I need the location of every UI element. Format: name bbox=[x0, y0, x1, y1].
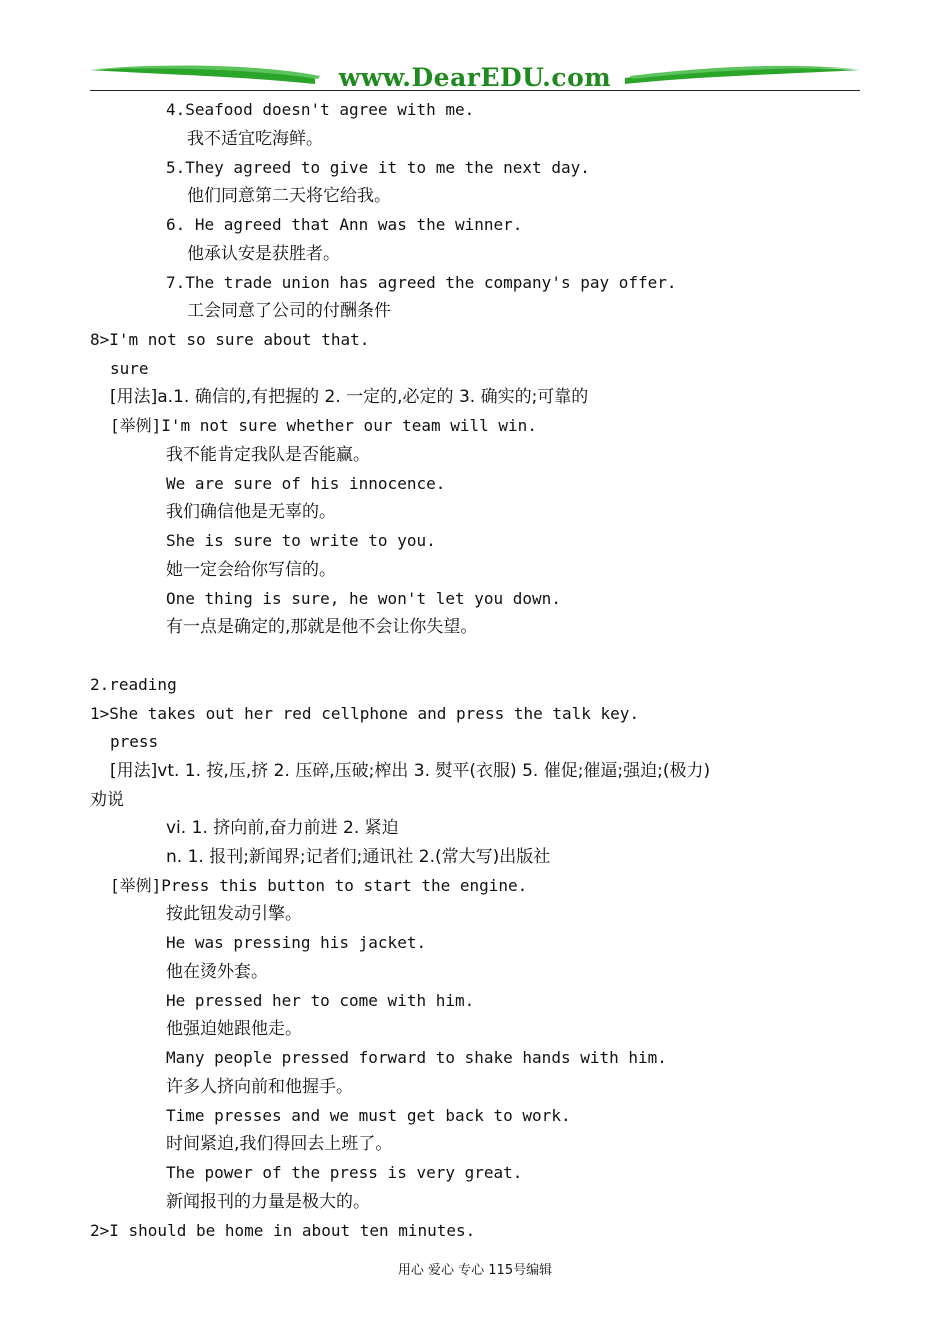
example-line: He pressed her to come with him. bbox=[166, 991, 475, 1010]
site-logo[interactable]: www.DearEDU.com bbox=[338, 63, 612, 92]
sentence-heading: 2>I should be home in about ten minutes. bbox=[90, 1221, 476, 1240]
example-line: The power of the press is very great. bbox=[166, 1163, 523, 1182]
translation-line: 她一定会给你写信的。 bbox=[166, 560, 336, 580]
example-heading: [举例]Press this button to start the engine. bbox=[110, 876, 528, 895]
example-line: Many people pressed forward to shake hands with him. bbox=[166, 1048, 667, 1067]
usage-line: n. 1. 报刊;新闻界;记者们;通讯社 2.(常大写)出版社 bbox=[166, 847, 551, 867]
translation-line: 工会同意了公司的付酬条件 bbox=[187, 301, 391, 321]
translation-line: 按此钮发动引擎。 bbox=[166, 904, 302, 924]
translation-line: 新闻报刊的力量是极大的。 bbox=[166, 1192, 370, 1212]
section-heading: 2.reading bbox=[90, 675, 177, 694]
header-rule bbox=[90, 90, 860, 91]
example-line: He was pressing his jacket. bbox=[166, 933, 427, 952]
example-line: 4.Seafood doesn't agree with me. bbox=[166, 100, 475, 119]
translation-line: 他强迫她跟他走。 bbox=[166, 1019, 302, 1039]
usage-line: [用法]vt. 1. 按,压,挤 2. 压碎,压破;榨出 3. 熨平(衣服) 5. 催促;催逼;强迫;(极力) bbox=[110, 761, 711, 781]
translation-line: 他在烫外套。 bbox=[166, 962, 268, 982]
usage-line: vi. 1. 挤向前,奋力前进 2. 紧迫 bbox=[166, 818, 399, 838]
usage-line-continued: 劝说 bbox=[90, 790, 124, 810]
example-line: Time presses and we must get back to work. bbox=[166, 1106, 571, 1125]
vocab-word: press bbox=[110, 732, 159, 751]
sentence-heading: 1>She takes out her red cellphone and press the talk key. bbox=[90, 704, 640, 723]
translation-line: 时间紧迫,我们得回去上班了。 bbox=[166, 1134, 393, 1154]
example-line: 5.They agreed to give it to me the next day. bbox=[166, 158, 590, 177]
sentence-heading: 8>I'm not so sure about that. bbox=[90, 330, 370, 349]
example-line: We are sure of his innocence. bbox=[166, 474, 446, 493]
example-heading: [举例]I'm not sure whether our team will win. bbox=[110, 416, 537, 435]
example-line: One thing is sure, he won't let you down. bbox=[166, 589, 561, 608]
translation-line: 我不适宜吃海鲜。 bbox=[187, 129, 323, 149]
translation-line: 他们同意第二天将它给我。 bbox=[187, 186, 391, 206]
translation-line: 我不能肯定我队是否能赢。 bbox=[166, 445, 370, 465]
example-line: 6. He agreed that Ann was the winner. bbox=[166, 215, 523, 234]
translation-line: 有一点是确定的,那就是他不会让你失望。 bbox=[166, 617, 478, 637]
translation-line: 他承认安是获胜者。 bbox=[187, 244, 340, 264]
vocab-word: sure bbox=[110, 359, 149, 378]
page-header bbox=[90, 60, 860, 94]
usage-line: [用法]a.1. 确信的,有把握的 2. 一定的,必定的 3. 确实的;可靠的 bbox=[110, 387, 589, 407]
translation-line: 我们确信他是无辜的。 bbox=[166, 502, 336, 522]
example-line: 7.The trade union has agreed the company's pay offer. bbox=[166, 273, 677, 292]
example-line: She is sure to write to you. bbox=[166, 531, 436, 550]
page-footer: 用心 爱心 专心 115号编辑 bbox=[397, 1263, 553, 1278]
translation-line: 许多人挤向前和他握手。 bbox=[166, 1077, 353, 1097]
